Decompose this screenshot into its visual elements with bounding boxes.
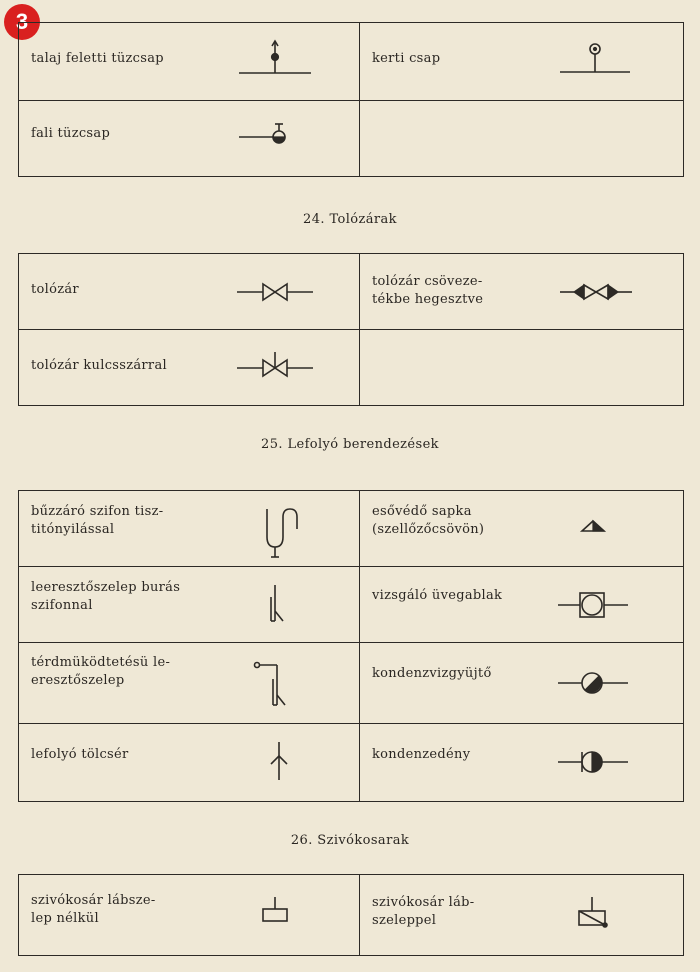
table-cell bbox=[19, 724, 360, 801]
table-cell bbox=[360, 101, 683, 176]
buzzaro-szifon-symbol bbox=[257, 503, 307, 563]
vizsgalo-uvegablak-symbol bbox=[556, 585, 630, 625]
table-cell bbox=[360, 724, 683, 801]
szivokosar-symbol bbox=[257, 893, 297, 933]
tolozar-symbol bbox=[235, 278, 315, 308]
symbol-label: szivókosár láb- szeleppel bbox=[372, 895, 475, 928]
esovedo-sapka-symbol bbox=[578, 517, 608, 537]
table-cell bbox=[19, 567, 360, 643]
table-cell bbox=[360, 330, 683, 405]
lefolyo-table bbox=[18, 490, 684, 802]
kondenzvizgyujto-symbol bbox=[556, 663, 630, 703]
symbol-label: térdmüködtetésü le- eresztőszelep bbox=[31, 655, 171, 688]
section-heading: 24. Tolózárak bbox=[303, 212, 397, 227]
table-cell bbox=[19, 101, 360, 176]
table-cell bbox=[19, 23, 360, 101]
kondenzedeny-symbol bbox=[556, 742, 630, 782]
tolozar-kulcsszar-symbol bbox=[235, 350, 315, 384]
symbol-label: tolózár csöveze- tékbe hegesztve bbox=[372, 274, 484, 307]
symbol-label: vizsgáló üvegablak bbox=[372, 588, 503, 603]
table-cell bbox=[19, 643, 360, 724]
table-cell bbox=[360, 875, 683, 955]
tolozar-table bbox=[18, 253, 684, 406]
symbol-label: tolózár bbox=[31, 282, 79, 297]
leereszto-szelep-symbol bbox=[259, 579, 299, 629]
symbol-label: kerti csap bbox=[372, 51, 441, 66]
section-heading: 25. Lefolyó berendezések bbox=[261, 437, 439, 452]
table-cell bbox=[360, 491, 683, 567]
kerti-csap-symbol bbox=[558, 41, 632, 81]
table-cell bbox=[19, 254, 360, 330]
terdmukodtetesu-szelep-symbol bbox=[249, 655, 299, 715]
symbol-label: esővédő sapka (szellőzőcsövön) bbox=[372, 504, 485, 537]
fire-hydrant-table bbox=[18, 22, 684, 177]
symbol-label: talaj feletti tüzcsap bbox=[31, 51, 164, 66]
table-cell bbox=[360, 567, 683, 643]
fali-tuzcsap-symbol bbox=[235, 119, 315, 159]
table-cell bbox=[19, 330, 360, 405]
table-cell bbox=[360, 23, 683, 101]
szivokosar-table bbox=[18, 874, 684, 956]
table-cell bbox=[360, 254, 683, 330]
tolozar-hegesztve-symbol bbox=[558, 278, 634, 308]
table-cell bbox=[19, 491, 360, 567]
symbol-label: leeresztőszelep burás szifonnal bbox=[31, 580, 181, 613]
symbol-label: szivókosár lábsze- lep nélkül bbox=[31, 893, 156, 926]
lefolyo-tolcser-symbol bbox=[259, 736, 299, 786]
symbol-label: bűzzáró szifon tisz- titónyilással bbox=[31, 504, 164, 537]
section-heading: 26. Szivókosarak bbox=[290, 833, 410, 848]
page-number-badge: 3 bbox=[4, 4, 40, 40]
symbol-label: lefolyó tölcsér bbox=[31, 747, 129, 762]
symbol-label: kondenzvizgyüjtő bbox=[372, 666, 492, 681]
talaj-feletti-tuzcsap-symbol bbox=[235, 37, 315, 82]
symbol-label: fali tüzcsap bbox=[31, 126, 111, 141]
szivokosar-labszelep-symbol bbox=[574, 893, 614, 937]
symbol-label: kondenzedény bbox=[372, 747, 471, 762]
symbol-label: tolózár kulcsszárral bbox=[31, 358, 167, 373]
table-cell bbox=[360, 643, 683, 724]
table-cell bbox=[19, 875, 360, 955]
